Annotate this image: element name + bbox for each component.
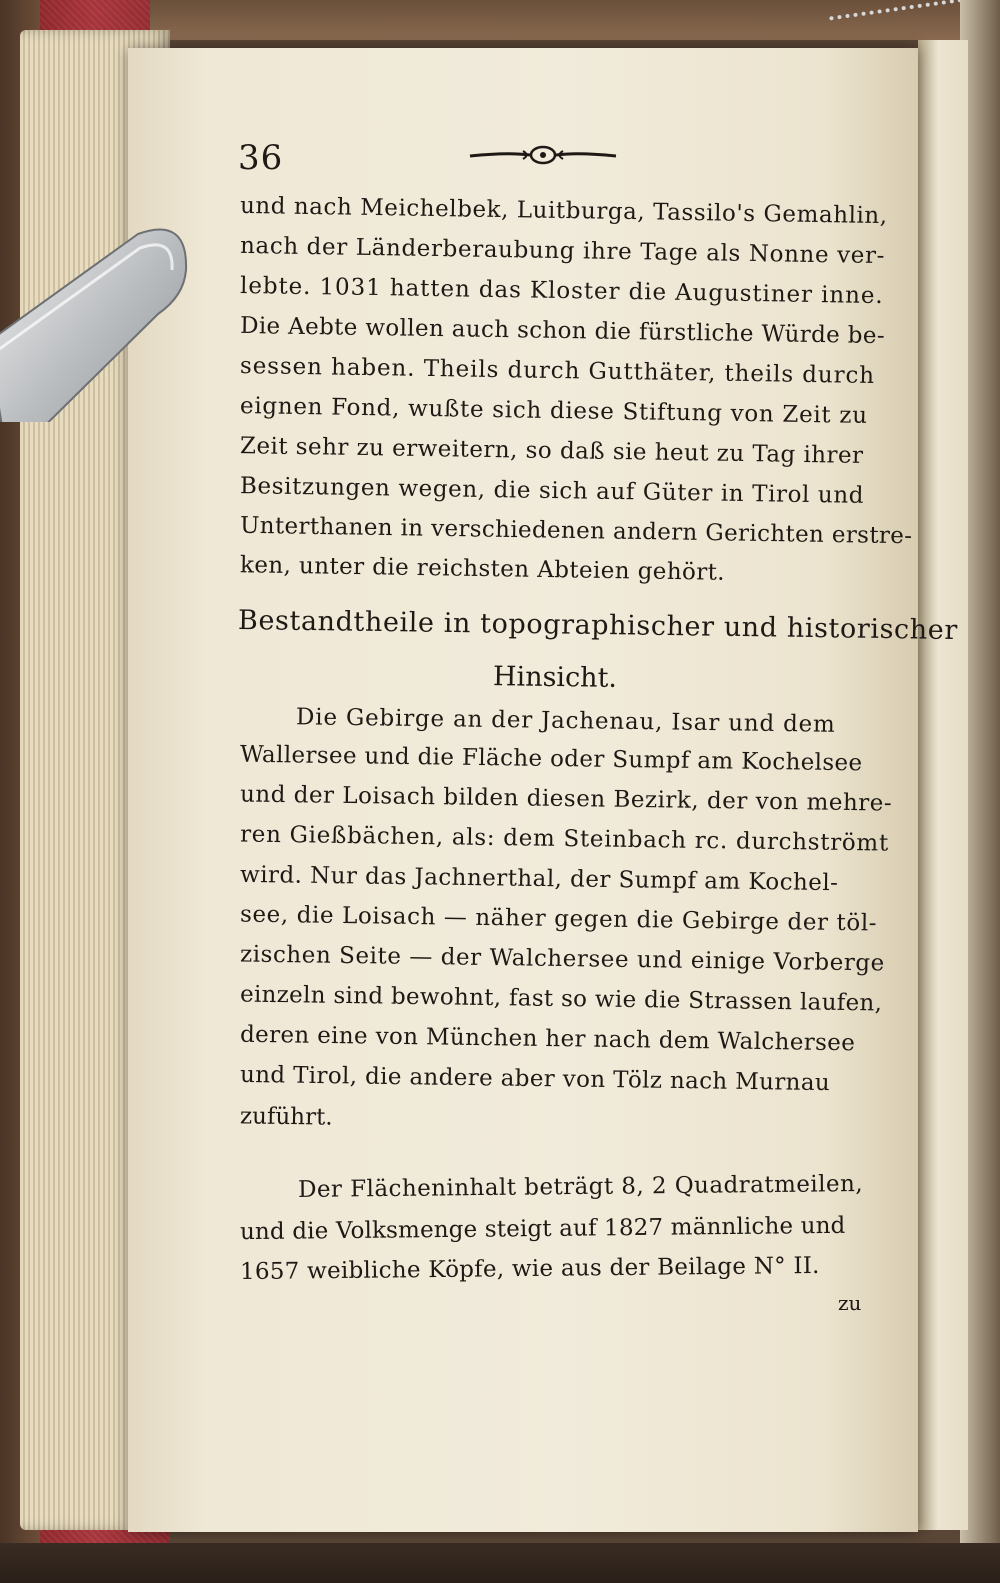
- text-line: sessen haben. Theils durch Gutthäter, theils durch: [239, 353, 876, 389]
- text-line: Der Flächeninhalt beträgt 8, 2 Quadratmeilen,: [297, 1171, 864, 1203]
- text-line: Die Gebirge an der Jachenau, Isar und dem: [295, 704, 836, 738]
- background-bottom: [0, 1543, 1000, 1583]
- section-heading: Bestandtheile in topographischer und historischer: [237, 604, 959, 647]
- text-line: zischen Seite — der Walchersee und einige Vorberge: [239, 941, 886, 977]
- catchword: zu: [838, 1291, 862, 1315]
- ornament-icon: [468, 142, 618, 168]
- text-line: Besitzungen wegen, die sich auf Güter in Tirol und: [239, 473, 865, 509]
- text-line: Unterthanen in verschiedenen andern Gerichten erstre-: [239, 512, 913, 550]
- text-line: Wallersee und die Fläche oder Sumpf am Kochelsee: [239, 741, 863, 777]
- text-line: Zeit sehr zu erweitern, so daß sie heut zu Tag ihrer: [239, 433, 864, 469]
- text-line: lebte. 1031 hatten das Kloster die Augustiner inne.: [239, 272, 884, 310]
- text-line: see, die Loisach — näher gegen die Gebirge der töl-: [239, 901, 878, 937]
- text-line: und Tirol, die andere aber von Tölz nach Murnau: [239, 1061, 831, 1097]
- text-line: Die Aebte wollen auch schon die fürstliche Würde be-: [239, 312, 886, 350]
- text-line: 1657 weibliche Köpfe, wie aus der Beilage N° II.: [239, 1252, 820, 1286]
- text-line: und die Volksmenge steigt auf 1827 männliche und: [239, 1212, 846, 1246]
- text-line: und der Loisach bilden diesen Bezirk, der von mehre-: [239, 781, 893, 817]
- text-line: wird. Nur das Jachnerthal, der Sumpf am Kochel-: [239, 861, 839, 897]
- facing-page-edge: [918, 40, 968, 1530]
- text-line: nach der Länderberaubung ihre Tage als Nonne ver-: [239, 232, 886, 270]
- text-line: ken, unter die reichsten Abteien gehört.: [239, 552, 726, 586]
- text-line: deren eine von München her nach dem Walchersee: [239, 1021, 856, 1057]
- text-line: ren Gießbächen, als: dem Steinbach rc. durchströmt: [239, 821, 890, 857]
- text-line: zuführt.: [239, 1103, 333, 1131]
- page-number: 36: [238, 138, 284, 178]
- section-heading-continued: Hinsicht.: [492, 661, 618, 694]
- text-line: und nach Meichelbek, Luitburga, Tassilo's Gemahlin,: [239, 192, 888, 230]
- page-holder-clip-icon[interactable]: [0, 222, 198, 422]
- book-page: [128, 48, 959, 1532]
- text-line: eignen Fond, wußte sich diese Stiftung von Zeit zu: [239, 393, 868, 429]
- text-line: einzeln sind bewohnt, fast so wie die Strassen laufen,: [239, 981, 883, 1017]
